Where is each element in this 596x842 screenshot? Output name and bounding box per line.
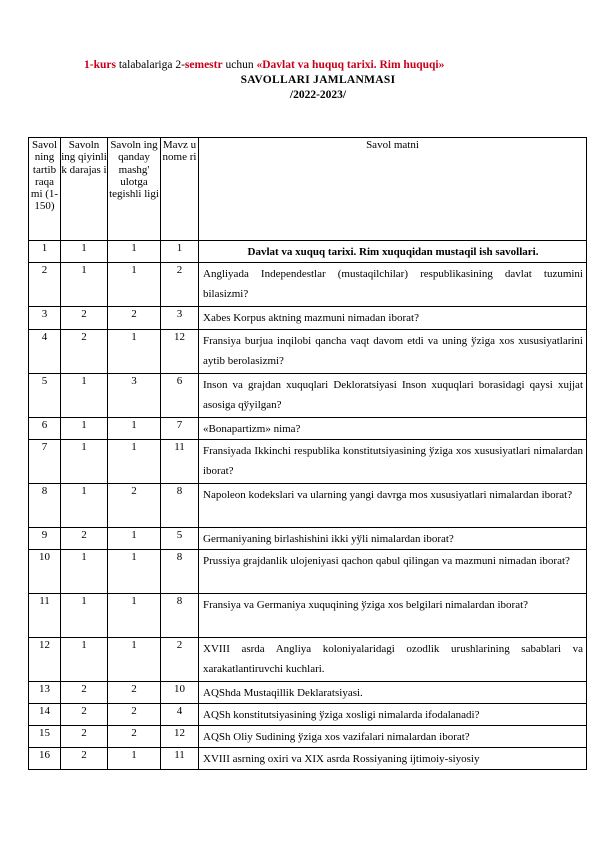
question-text: XVIII asrning oxiri va XIX asrda Rossiyaning ijtimoiy-siyosiy xyxy=(199,748,587,770)
question-number: 13 xyxy=(29,682,61,704)
difficulty-level: 1 xyxy=(61,638,108,682)
question-text: AQSh Oliy Sudining ўziga xos vazifalari nimalardan iborat? xyxy=(199,726,587,748)
table-row xyxy=(29,704,587,726)
difficulty-level: 2 xyxy=(61,682,108,704)
question-number: 14 xyxy=(29,704,61,726)
question-text: Angliyada Independestlar (mustaqilchilar) respublikasining davlat tuzumini bilasizmi? xyxy=(199,263,587,307)
header-line-1 xyxy=(84,58,444,73)
question-number: 4 xyxy=(29,330,61,374)
topic-number: 1 xyxy=(161,241,199,263)
table-row xyxy=(29,726,587,748)
topic-number: 6 xyxy=(161,374,199,418)
question-text: «Bonapartizm» nima? xyxy=(199,418,587,440)
lesson-type: 1 xyxy=(108,418,161,440)
topic-number: 12 xyxy=(161,726,199,748)
question-text: XVIII asrda Angliya koloniyalaridagi ozodlik urushlarining sabablari va xarakatlantiruvchi kuchlari. xyxy=(199,638,587,682)
question-text: AQShda Mustaqillik Deklaratsiyasi. xyxy=(199,682,587,704)
lesson-type: 1 xyxy=(108,440,161,484)
lesson-type: 1 xyxy=(108,550,161,594)
lesson-type: 2 xyxy=(108,307,161,330)
semester-label: semestr xyxy=(184,59,223,71)
difficulty-level: 1 xyxy=(61,374,108,418)
lesson-type: 1 xyxy=(108,748,161,770)
header-text: talabalariga 2- xyxy=(115,59,185,71)
difficulty-level: 1 xyxy=(61,241,108,263)
question-text: Davlat va xuquq tarixi. Rim xuquqidan mustaqil ish savollari. xyxy=(199,241,587,263)
col-header-number: Savol ning tartib raqa mi (1- 150) xyxy=(29,138,61,241)
difficulty-level: 1 xyxy=(61,550,108,594)
question-text: Prussiya grajdanlik ulojeniyasi qachon qabul qilingan va mazmuni nimadan iborat? xyxy=(199,550,587,594)
table-row xyxy=(29,374,587,418)
table-row xyxy=(29,594,587,638)
lesson-type: 2 xyxy=(108,484,161,528)
difficulty-level: 2 xyxy=(61,330,108,374)
table-row xyxy=(29,418,587,440)
question-text: Fransiya burjua inqilobi qancha vaqt davom etdi va uning ўziga xos xususiyatlarini aytib berolasizmi? xyxy=(199,330,587,374)
topic-number: 5 xyxy=(161,528,199,550)
topic-number: 8 xyxy=(161,550,199,594)
topic-number: 2 xyxy=(161,638,199,682)
col-header-topic: Mavz u nome ri xyxy=(161,138,199,241)
question-number: 9 xyxy=(29,528,61,550)
question-text: Xabes Korpus aktning mazmuni nimadan iborat? xyxy=(199,307,587,330)
col-header-lesson-type: Savoln ing qanday mashg' ulotga tegishli ligi xyxy=(108,138,161,241)
table-row xyxy=(29,440,587,484)
table-row xyxy=(29,484,587,528)
header-text: uchun xyxy=(222,59,257,71)
topic-number: 2 xyxy=(161,263,199,307)
table-row xyxy=(29,528,587,550)
difficulty-level: 1 xyxy=(61,263,108,307)
topic-number: 10 xyxy=(161,682,199,704)
difficulty-level: 1 xyxy=(61,418,108,440)
lesson-type: 2 xyxy=(108,726,161,748)
question-number: 16 xyxy=(29,748,61,770)
question-text: Germaniyaning birlashishini ikki yўli nimalardan iborat? xyxy=(199,528,587,550)
topic-number: 7 xyxy=(161,418,199,440)
table-row xyxy=(29,307,587,330)
difficulty-level: 2 xyxy=(61,748,108,770)
table-row xyxy=(29,263,587,307)
academic-year: /2022-2023/ xyxy=(289,89,347,101)
question-text: Fransiyada Ikkinchi respublika konstitutsiyasining ўziga xos xususiyatlari nimalardan iborat? xyxy=(199,440,587,484)
question-text: Inson va grajdan xuquqlari Dekloratsiyasi Inson xuquqlari borasidagi qaysi xujjat asosiga qўyilgan? xyxy=(199,374,587,418)
table-row xyxy=(29,638,587,682)
topic-number: 8 xyxy=(161,594,199,638)
question-number: 11 xyxy=(29,594,61,638)
topic-number: 11 xyxy=(161,440,199,484)
question-number: 12 xyxy=(29,638,61,682)
question-number: 8 xyxy=(29,484,61,528)
topic-number: 4 xyxy=(161,704,199,726)
topic-number: 12 xyxy=(161,330,199,374)
question-number: 3 xyxy=(29,307,61,330)
table-row xyxy=(29,748,587,770)
col-header-difficulty: Savoln ing qiyinli k darajas i xyxy=(61,138,108,241)
topic-number: 11 xyxy=(161,748,199,770)
question-number: 2 xyxy=(29,263,61,307)
lesson-type: 1 xyxy=(108,638,161,682)
difficulty-level: 2 xyxy=(61,704,108,726)
question-text: Napoleon kodekslari va ularning yangi davrga mos xususiyatlari nimalardan iborat? xyxy=(199,484,587,528)
topic-number: 8 xyxy=(161,484,199,528)
lesson-type: 2 xyxy=(108,682,161,704)
difficulty-level: 2 xyxy=(61,307,108,330)
lesson-type: 2 xyxy=(108,704,161,726)
lesson-type: 1 xyxy=(108,594,161,638)
lesson-type: 3 xyxy=(108,374,161,418)
difficulty-level: 2 xyxy=(61,528,108,550)
question-number: 1 xyxy=(29,241,61,263)
table-row xyxy=(29,550,587,594)
document-title: SAVOLLARI JAMLANMASI xyxy=(240,74,396,86)
lesson-type: 1 xyxy=(108,263,161,307)
question-number: 10 xyxy=(29,550,61,594)
question-text: Fransiya va Germaniya xuquqining ўziga xos belgilari nimalardan iborat? xyxy=(199,594,587,638)
lesson-type: 1 xyxy=(108,528,161,550)
question-number: 15 xyxy=(29,726,61,748)
subject-title: «Davlat va huquq tarixi. Rim huquqi» xyxy=(256,59,445,71)
lesson-type: 1 xyxy=(108,241,161,263)
difficulty-level: 1 xyxy=(61,594,108,638)
difficulty-level: 1 xyxy=(61,484,108,528)
questions-table xyxy=(28,137,587,770)
table-header-row xyxy=(29,138,587,241)
table-row xyxy=(29,682,587,704)
table-row xyxy=(29,330,587,374)
question-number: 6 xyxy=(29,418,61,440)
difficulty-level: 2 xyxy=(61,726,108,748)
lesson-type: 1 xyxy=(108,330,161,374)
course-label: 1-kurs xyxy=(84,59,116,71)
topic-number: 3 xyxy=(161,307,199,330)
question-number: 5 xyxy=(29,374,61,418)
col-header-question-text: Savol matni xyxy=(199,138,587,241)
question-number: 7 xyxy=(29,440,61,484)
question-text: AQSh konstitutsiyasining ўziga xosligi nimalarda ifodalanadi? xyxy=(199,704,587,726)
table-row xyxy=(29,241,587,263)
difficulty-level: 1 xyxy=(61,440,108,484)
